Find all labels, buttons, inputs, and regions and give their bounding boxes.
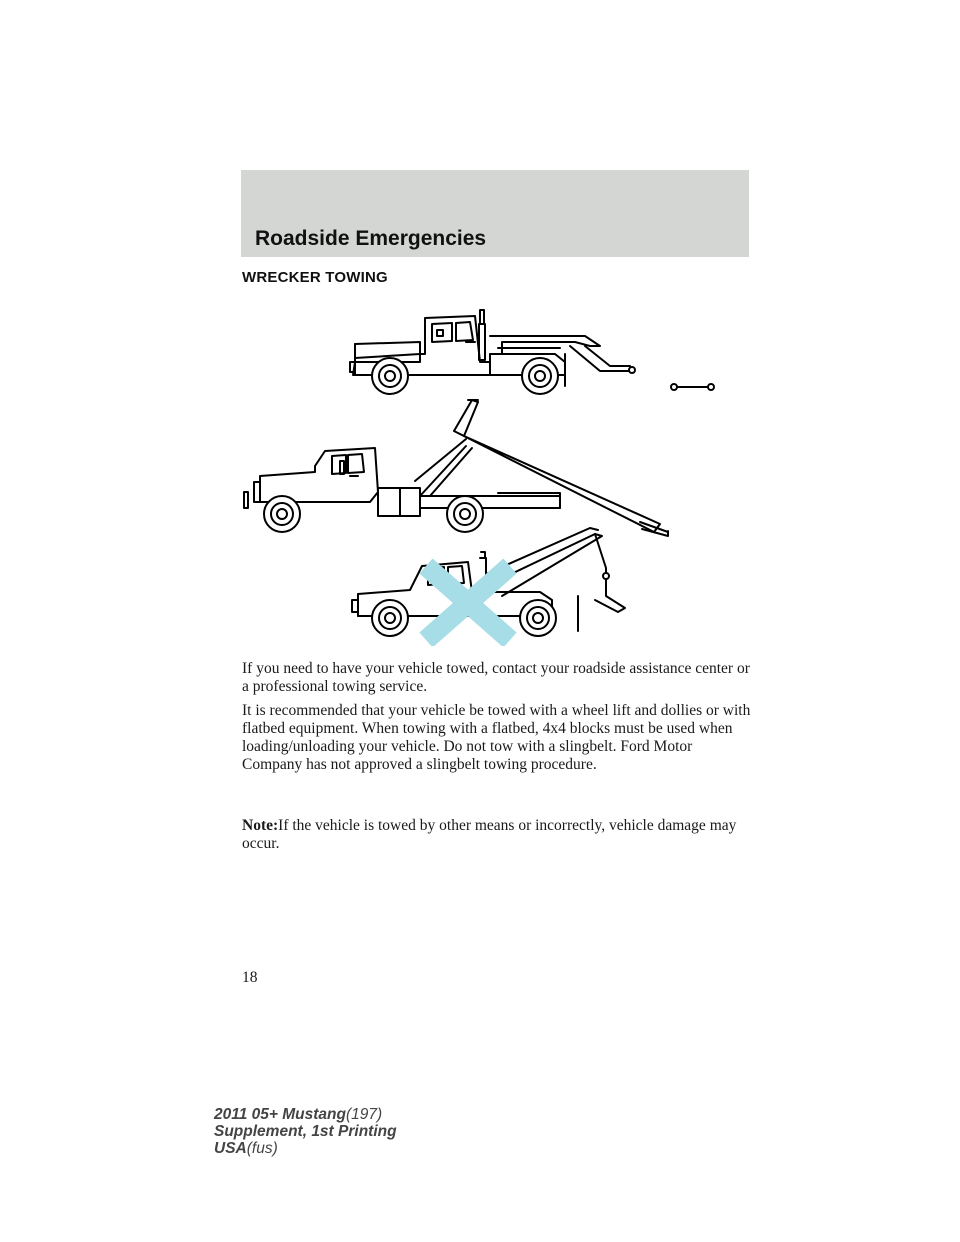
- footer-printing: Supplement, 1st Printing: [214, 1123, 397, 1140]
- footer-model: 2011 05+ Mustang: [214, 1106, 346, 1123]
- note-paragraph: [242, 817, 752, 853]
- footer-market-code: (fus): [246, 1140, 278, 1157]
- note-text: If the vehicle is towed by other means or incorrectly, vehicle damage may occur.: [242, 817, 737, 852]
- footer-model-code: (197): [345, 1106, 383, 1123]
- paragraph-towing-recommendation: It is recommended that your vehicle be towed with a wheel lift and dollies or with flatbed equipment. When towing with a flatbed, 4x4 blocks must be used when loading/unloading your vehicle. Do not tow with a slingbelt. Ford Motor Company has not approved a slingbelt towing procedure.: [242, 702, 751, 773]
- section-heading: WRECKER TOWING: [242, 269, 388, 286]
- page-number: 18: [242, 969, 258, 986]
- print-footer: [214, 1106, 514, 1157]
- header-band: [241, 170, 749, 257]
- wheel-lift-truck-icon: [350, 310, 714, 394]
- paragraph-contact-service: If you need to have your vehicle towed, contact your roadside assistance center or a professional towing service.: [242, 660, 750, 695]
- note-label: Note:: [242, 817, 279, 834]
- towing-illustration: [240, 296, 740, 646]
- page-title: Roadside Emergencies: [255, 227, 487, 250]
- footer-market: USA: [214, 1140, 247, 1157]
- flatbed-truck-icon: [244, 400, 668, 536]
